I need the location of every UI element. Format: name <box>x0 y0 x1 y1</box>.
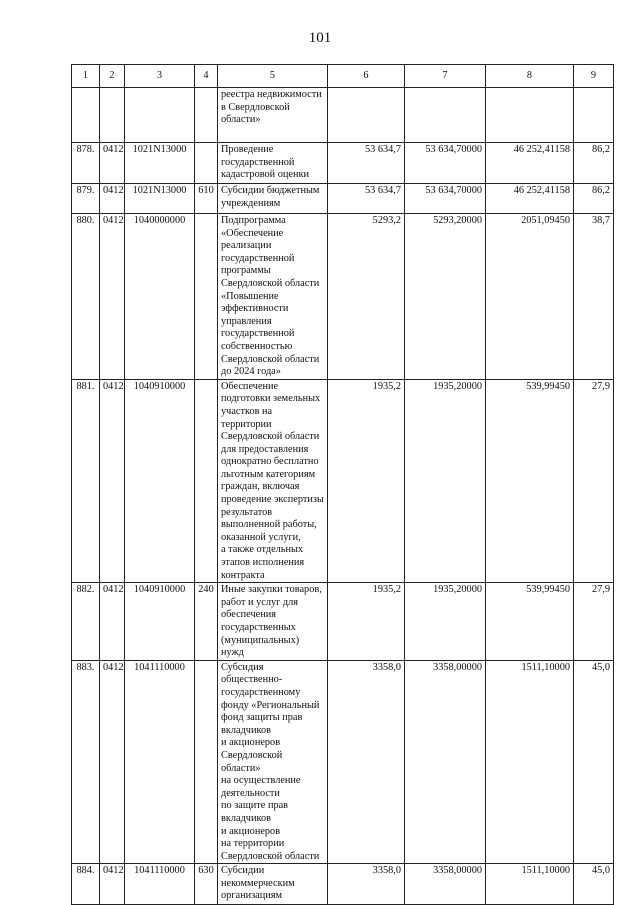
planned-amount-detailed: 53 634,70000 <box>405 143 486 184</box>
target-code <box>125 88 195 143</box>
executed-amount: 539,99450 <box>486 379 574 583</box>
target-code: 1021N13000 <box>125 143 195 184</box>
table-row <box>72 379 614 583</box>
row-number: 882. <box>72 583 100 661</box>
row-number: 880. <box>72 214 100 380</box>
execution-percent: 27,9 <box>574 583 614 661</box>
expense-type <box>195 143 218 184</box>
row-number: 881. <box>72 379 100 583</box>
table-row <box>72 184 614 214</box>
row-number <box>72 88 100 143</box>
row-number: 879. <box>72 184 100 214</box>
header-row <box>72 65 614 88</box>
executed-amount: 1511,10000 <box>486 864 574 905</box>
item-name: Субсидия общественно- государственному фонду «Региональный фонд защиты прав вкладчиков и акционеров Свердловской области» на осуществление деятельности по защите прав вкладчиков и акционеров на территории Свердловской области <box>218 660 328 864</box>
planned-amount-detailed: 5293,20000 <box>405 214 486 380</box>
header-col-1: 1 <box>72 65 100 88</box>
table-row <box>72 660 614 864</box>
execution-percent: 27,9 <box>574 379 614 583</box>
execution-percent: 45,0 <box>574 660 614 864</box>
item-name: Иные закупки товаров, работ и услуг для обеспечения государственных (муниципальных) нужд <box>218 583 328 661</box>
expense-type <box>195 88 218 143</box>
header-col-7: 7 <box>405 65 486 88</box>
planned-amount-detailed: 3358,00000 <box>405 660 486 864</box>
planned-amount-detailed <box>405 88 486 143</box>
page-number: 101 <box>308 30 332 46</box>
row-number: 878. <box>72 143 100 184</box>
section-code: 0412 <box>100 184 125 214</box>
executed-amount <box>486 88 574 143</box>
row-number: 884. <box>72 864 100 905</box>
planned-amount: 1935,2 <box>328 379 405 583</box>
section-code: 0412 <box>100 214 125 380</box>
executed-amount: 46 252,41158 <box>486 184 574 214</box>
row-number: 883. <box>72 660 100 864</box>
planned-amount: 53 634,7 <box>328 143 405 184</box>
expense-type <box>195 660 218 864</box>
header-col-3: 3 <box>125 65 195 88</box>
execution-percent: 45,0 <box>574 864 614 905</box>
planned-amount-detailed: 3358,00000 <box>405 864 486 905</box>
planned-amount-detailed: 53 634,70000 <box>405 184 486 214</box>
planned-amount: 53 634,7 <box>328 184 405 214</box>
expense-type: 630 <box>195 864 218 905</box>
execution-percent: 38,7 <box>574 214 614 380</box>
planned-amount: 5293,2 <box>328 214 405 380</box>
target-code: 1040910000 <box>125 583 195 661</box>
section-code: 0412 <box>100 379 125 583</box>
target-code: 1040000000 <box>125 214 195 380</box>
planned-amount: 1935,2 <box>328 583 405 661</box>
header-col-9: 9 <box>574 65 614 88</box>
budget-table <box>71 64 614 905</box>
planned-amount <box>328 88 405 143</box>
header-col-6: 6 <box>328 65 405 88</box>
section-code: 0412 <box>100 864 125 905</box>
planned-amount-detailed: 1935,20000 <box>405 583 486 661</box>
section-code: 0412 <box>100 583 125 661</box>
planned-amount: 3358,0 <box>328 864 405 905</box>
item-name: реестра недвижимости в Свердловской области» <box>218 88 328 143</box>
target-code: 1041110000 <box>125 864 195 905</box>
executed-amount: 1511,10000 <box>486 660 574 864</box>
table-row <box>72 143 614 184</box>
target-code: 1021N13000 <box>125 184 195 214</box>
executed-amount: 539,99450 <box>486 583 574 661</box>
section-code <box>100 88 125 143</box>
item-name: Субсидии некоммерческим организациям <box>218 864 328 905</box>
table-row <box>72 864 614 905</box>
planned-amount-detailed: 1935,20000 <box>405 379 486 583</box>
execution-percent <box>574 88 614 143</box>
target-code: 1041110000 <box>125 660 195 864</box>
header-col-2: 2 <box>100 65 125 88</box>
execution-percent: 86,2 <box>574 184 614 214</box>
expense-type <box>195 214 218 380</box>
item-name: Проведение государственной кадастровой оценки <box>218 143 328 184</box>
item-name: Субсидии бюджетным учреждениям <box>218 184 328 214</box>
header-col-5: 5 <box>218 65 328 88</box>
table-row <box>72 214 614 380</box>
expense-type: 240 <box>195 583 218 661</box>
table-row <box>72 583 614 661</box>
target-code: 1040910000 <box>125 379 195 583</box>
item-name: Подпрограмма «Обеспечение реализации государственной программы Свердловской области «Повышение эффективности управления государственной собственностью Свердловской области до 2024 года» <box>218 214 328 380</box>
section-code: 0412 <box>100 143 125 184</box>
section-code: 0412 <box>100 660 125 864</box>
execution-percent: 86,2 <box>574 143 614 184</box>
item-name: Обеспечение подготовки земельных участков на территории Свердловской области для предоставления однократно бесплатно льготным категориям граждан, включая проведение экспертизы результатов выполненной работы, оказанной услуги, а также отдельных этапов исполнения контракта <box>218 379 328 583</box>
expense-type <box>195 379 218 583</box>
planned-amount: 3358,0 <box>328 660 405 864</box>
table-row <box>72 88 614 143</box>
expense-type: 610 <box>195 184 218 214</box>
executed-amount: 46 252,41158 <box>486 143 574 184</box>
header-col-4: 4 <box>195 65 218 88</box>
header-col-8: 8 <box>486 65 574 88</box>
executed-amount: 2051,09450 <box>486 214 574 380</box>
